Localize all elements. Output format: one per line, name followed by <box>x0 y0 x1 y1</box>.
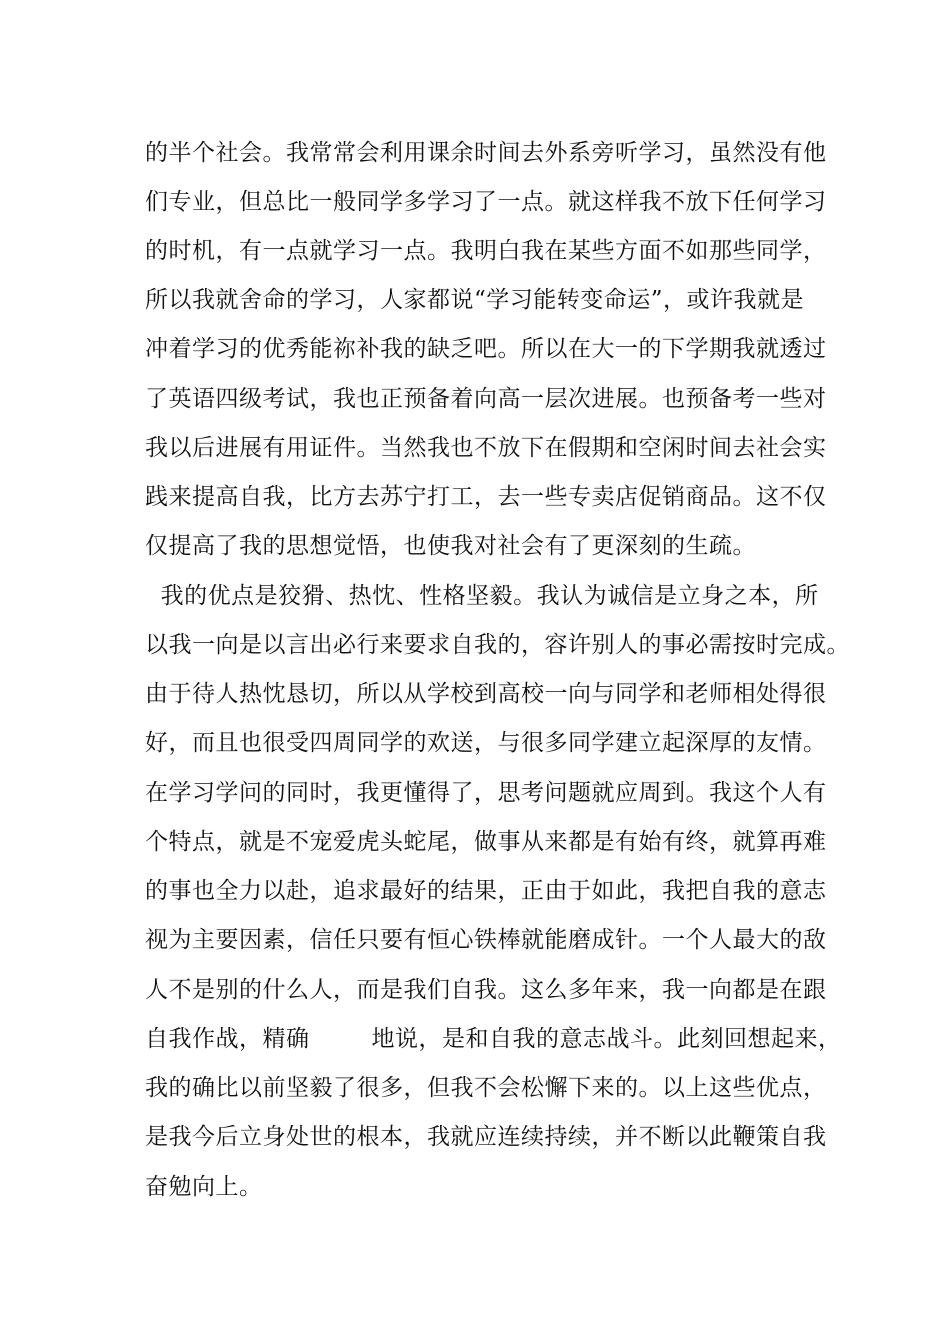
text-line: 奋勉向上。 <box>145 1174 263 1200</box>
text-line: 在学习学问的同时，我更懂得了，思考问题就应周到。我这个人有 <box>145 780 827 806</box>
text-line: 的半个社会。我常常会利用课余时间去外系旁听学习，虽然没有他 <box>145 140 827 166</box>
text-line: 以我一向是以言出必行来要求自我的，容许别人的事必需按时完成。 <box>145 632 850 658</box>
text-line: 视为主要因素，信任只要有恒心铁棒就能磨成针。一个人最大的敌 <box>145 927 827 953</box>
text-line: 所以我就舍命的学习，人家都说“学习能转变命运”，或许我就是 <box>145 287 805 313</box>
text-line: 的事也全力以赴，追求最好的结果，正由于如此，我把自我的意志 <box>145 878 827 904</box>
text-line: 的时机，有一点就学习一点。我明白我在某些方面不如那些同学， <box>145 238 827 264</box>
text-line: 人不是别的什么人，而是我们自我。这么多年来，我一向都是在跟 <box>145 977 827 1003</box>
text-segment: 自我作战，精确 <box>145 1026 310 1052</box>
text-line-with-gap <box>145 1024 842 1054</box>
text-segment: 地说，是和自我的意志战斗。此刻回想起来， <box>371 1026 842 1052</box>
text-line: 由于待人热忱恳切，所以从学校到高校一向与同学和老师相处得很 <box>145 681 827 707</box>
paragraph-first-line: 我的优点是狡猾、热忱、性格坚毅。我认为诚信是立身之本，所 <box>145 583 819 609</box>
text-line: 仅提高了我的思想觉悟，也使我对社会有了更深刻的生疏。 <box>145 533 756 559</box>
text-line: 个特点，就是不宠爱虎头蛇尾，做事从来都是有始有终，就算再难 <box>145 829 827 855</box>
text-line: 我以后进展有用证件。当然我也不放下在假期和空闲时间去社会实 <box>145 435 827 461</box>
text-line: 践来提高自我，比方去苏宁打工，去一些专卖店促销商品。这不仅 <box>145 484 827 510</box>
text-line: 了英语四级考试，我也正预备着向高一层次进展。也预备考一些对 <box>145 386 827 412</box>
text-line: 冲着学习的优秀能祢补我的缺乏吧。所以在大一的下学期我就透过 <box>145 336 827 362</box>
text-line: 我的确比以前坚毅了很多，但我不会松懈下来的。以上这些优点， <box>145 1075 827 1101</box>
text-line: 是我今后立身处世的根本，我就应连续持续，并不断以此鞭策自我 <box>145 1124 827 1150</box>
text-line: 好，而且也很受四周同学的欢送，与很多同学建立起深厚的友情。 <box>145 730 827 756</box>
text-line: 们专业，但总比一般同学多学习了一点。就这样我不放下任何学习 <box>145 189 827 215</box>
